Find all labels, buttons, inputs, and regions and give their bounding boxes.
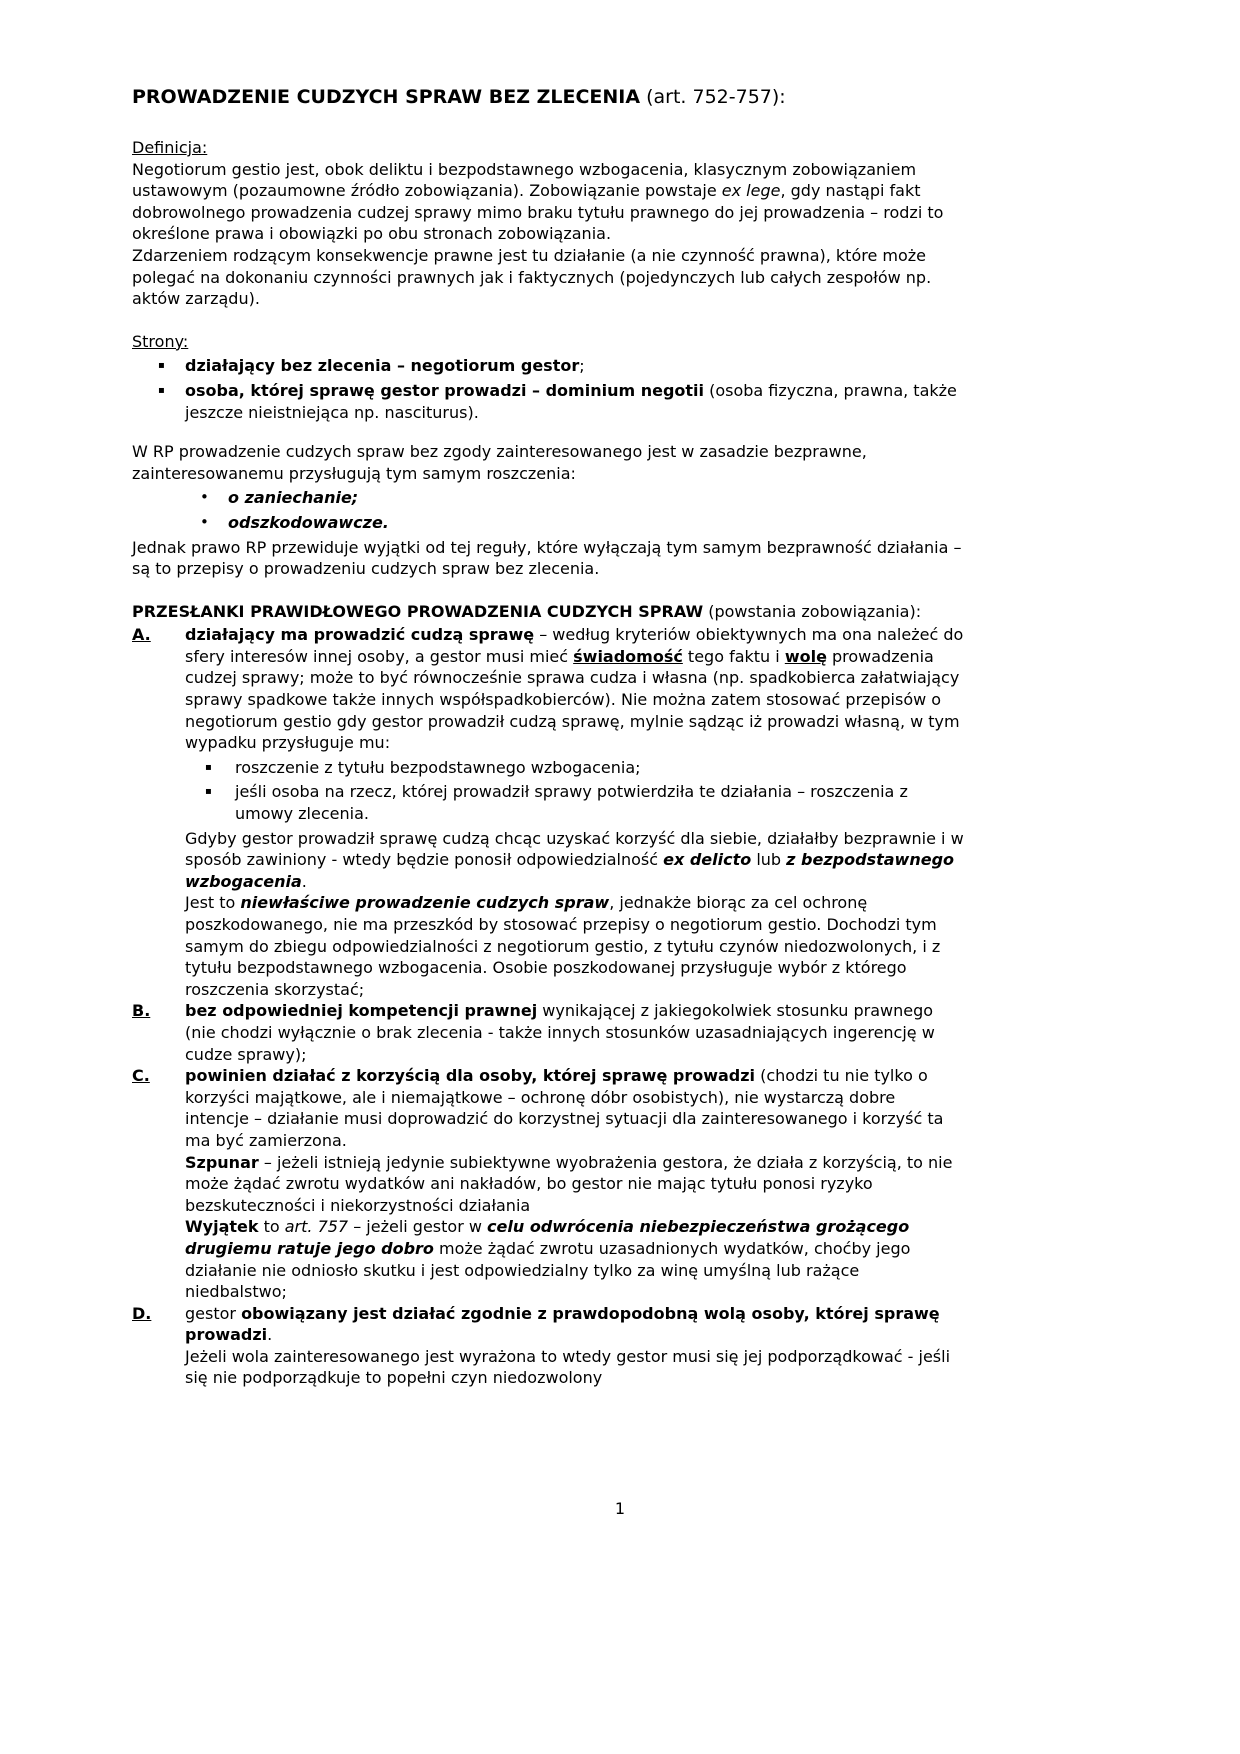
text-run: może żądać zwrotu uzasadnionych wydatków, choćby jego działanie nie odniosło skutku i jest odpowiedzialny tylko za winę umyślną lub rażące niedbalstwo; xyxy=(185,1238,911,1302)
text-run: działający ma prowadzić cudzą sprawę xyxy=(185,625,535,645)
text-run: celu odwrócenia niebezpieczeństwa grożącego drugiemu ratuje jego dobro xyxy=(185,1217,910,1258)
round-bullet-icon: • xyxy=(200,488,209,507)
point-c xyxy=(132,1065,964,1303)
text-run: PRZESŁANKI PRAWIDŁOWEGO PROWADZENIA CUDZYCH SPRAW xyxy=(132,601,704,621)
point-b-paragraph-1 xyxy=(185,1000,964,1065)
text-run: gestor xyxy=(185,1303,242,1323)
text-run: Negotiorum gestio jest, obok deliktu i bezpodstawnego wzbogacenia, klasycznym zobowiązaniem ustawowym (pozaumowne źródło zobowiązania). Zobowiązanie powstaje xyxy=(132,159,917,201)
page-number: 1 xyxy=(614,1499,626,1518)
paragraph-roszczenia-outro xyxy=(132,537,964,580)
text-run: z bezpodstawnego wzbogacenia xyxy=(185,850,955,891)
page-title xyxy=(132,84,964,110)
list-item xyxy=(132,512,964,534)
text-run: ex delicto xyxy=(663,850,752,870)
list-item-text xyxy=(235,781,964,824)
text-run: Strony: xyxy=(132,331,189,351)
point-c-paragraph-3 xyxy=(185,1216,964,1302)
document-content xyxy=(132,84,964,1389)
text-run: obowiązany jest działać zgodnie z prawdopodobną wolą osoby, której sprawę prowadzi xyxy=(185,1303,940,1345)
text-run: Jednak prawo RP przewiduje wyjątki od tej reguły, które wyłączają tym samym bezprawność działania – są to przepisy o prowadzeniu cudzych spraw bez zlecenia. xyxy=(132,537,962,579)
text-run: W RP prowadzenie cudzych spraw bez zgody zainteresowanego jest w zasadzie bezprawne, zainteresowanemu przysługują tym samym roszczenia: xyxy=(132,442,867,483)
text-run: B. xyxy=(132,1001,151,1021)
square-bullet-icon: ▪ xyxy=(205,786,212,798)
point-b-body xyxy=(185,1000,964,1065)
text-run: Definicja: xyxy=(132,138,208,157)
text-run: lub xyxy=(751,850,787,870)
paragraph-definicja-1 xyxy=(132,159,964,245)
list-item-text xyxy=(228,512,964,534)
text-run: wynikającej z jakiegokolwiek stosunku prawnego (nie chodzi wyłącznie o brak zlecenia - także innych stosunków uzasadniających ingerencję w cudze sprawy); xyxy=(185,1001,935,1064)
text-run: PROWADZENIE CUDZYCH SPRAW BEZ ZLECENIA xyxy=(132,86,641,108)
section-heading-definicja xyxy=(132,137,964,159)
text-run: C. xyxy=(132,1066,150,1086)
point-c-body xyxy=(185,1065,964,1303)
list-item xyxy=(185,781,964,824)
point-c-paragraph-1 xyxy=(185,1065,964,1151)
text-run: jeśli osoba na rzecz, której prowadził sprawy potwierdziła te działania – roszczenia z umowy zlecenia. xyxy=(235,782,908,824)
text-run: . xyxy=(301,871,307,891)
text-run: , gdy nastąpi fakt dobrowolnego prowadzenia cudzej sprawy mimo braku tytułu prawnego do jej prowadzenia – rodzi to określone prawa i obowiązki po obu stronach zobowiązania. xyxy=(132,181,944,244)
list-item xyxy=(132,487,964,509)
list-item xyxy=(185,757,964,779)
point-b-label xyxy=(132,1000,185,1022)
point-a-sublist xyxy=(185,757,964,825)
point-a-label xyxy=(132,624,185,646)
text-run: (powstania zobowiązania): xyxy=(703,601,922,621)
list-item-text xyxy=(185,380,964,423)
text-run: (art. 752-757): xyxy=(640,86,786,108)
point-c-label xyxy=(132,1065,185,1087)
text-run: (chodzi tu nie tylko o korzyści majątkowe, ale i niemajątkowe – ochronę dóbr osobistych), nie wystarczą dobre intencje – działanie musi doprowadzić do korzystnej sytuacji dla zainteresowanego i korzyść ta ma być zamierzona. xyxy=(185,1066,944,1150)
point-a-body xyxy=(185,624,964,1000)
text-run: odszkodowawcze. xyxy=(228,512,389,532)
strony-list xyxy=(132,355,964,423)
list-item-text xyxy=(235,757,964,779)
text-run: wolę xyxy=(784,646,827,666)
roszczenia-list xyxy=(132,487,964,533)
text-run: (osoba fizyczna, prawna, także jeszcze nieistniejąca np. nasciturus). xyxy=(185,380,957,422)
text-run: Jest to xyxy=(185,893,241,913)
point-a xyxy=(132,624,964,1000)
point-d-paragraph-2 xyxy=(185,1346,964,1389)
paragraph-roszczenia-intro xyxy=(132,441,964,484)
przeslanki-list xyxy=(132,624,964,1389)
text-run: D. xyxy=(132,1303,152,1323)
text-run: niewłaściwe prowadzenie cudzych spraw xyxy=(240,893,610,913)
text-run: świadomość xyxy=(573,646,683,666)
point-a-paragraph-3 xyxy=(185,892,964,1000)
square-bullet-icon: ▪ xyxy=(205,761,212,773)
text-run: Wyjątek xyxy=(185,1217,259,1237)
text-run: to xyxy=(258,1217,285,1237)
text-run: ex lege xyxy=(721,181,781,201)
text-run: . xyxy=(267,1325,273,1345)
point-d xyxy=(132,1303,964,1389)
point-c-paragraph-2 xyxy=(185,1152,964,1217)
point-b xyxy=(132,1000,964,1065)
text-run: Jeżeli wola zainteresowanego jest wyrażona to wtedy gestor musi się jej podporządkować - jeśli się nie podporządkuje to popełni czyn niedozwolony xyxy=(185,1346,951,1388)
text-run: A. xyxy=(132,625,151,645)
text-run: art. 757 xyxy=(284,1217,349,1237)
text-run: prowadzenia cudzej sprawy; może to być równocześnie sprawa cudza i własna (np. spadkobierca załatwiający sprawy spadkowe także innych współspadkobierców). Nie można zatem stosować przepisów o negotiorum gestio gdy gestor prowadził cudzą sprawę, mylnie sądząc iż prowadzi własną, w tym wypadku przysługuje mu: xyxy=(185,646,960,753)
square-bullet-icon: ▪ xyxy=(158,360,165,372)
text-run: osoba, której sprawę gestor prowadzi – dominium negotii xyxy=(185,380,704,400)
text-run: ; xyxy=(579,356,585,376)
point-a-paragraph-1 xyxy=(185,624,964,754)
section-heading-przeslanki xyxy=(132,601,964,623)
point-d-body xyxy=(185,1303,964,1389)
round-bullet-icon: • xyxy=(200,512,209,531)
text-run: – jeżeli gestor w xyxy=(348,1217,488,1237)
text-run: Szpunar xyxy=(185,1152,259,1172)
paragraph-definicja-2 xyxy=(132,245,964,310)
text-run: , jednakże biorąc za cel ochronę poszkodowanego, nie ma przeszkód by stosować przepisy o negotiorum gestio. Dochodzi tym samym do zbiegu odpowiedzialności z negotiorum gestio, z tytułu czynów niedozwolonych, i z tytułu bezpodstawnego wzbogacenia. Osobie poszkodowanej przysługuje wybór z którego roszczenia skorzystać; xyxy=(185,893,941,999)
point-d-paragraph-1 xyxy=(185,1303,964,1346)
section-heading-strony xyxy=(132,331,964,353)
text-run: Gdyby gestor prowadził sprawę cudzą chcąc uzyskać korzyść dla siebie, działałby bezprawnie i w sposób zawiniony - wtedy będzie ponosił odpowiedzialność xyxy=(185,828,964,870)
text-run: działający bez zlecenia – negotiorum gestor xyxy=(185,356,580,376)
text-run: o zaniechanie; xyxy=(228,488,359,508)
text-run: powinien działać z korzyścią dla osoby, której sprawę prowadzi xyxy=(185,1066,756,1086)
list-item-text xyxy=(185,355,964,377)
list-item-text xyxy=(228,487,964,509)
list-item xyxy=(132,380,964,423)
square-bullet-icon: ▪ xyxy=(158,384,165,396)
point-d-label xyxy=(132,1303,185,1325)
text-run: roszczenie z tytułu bezpodstawnego wzbogacenia; xyxy=(235,757,641,777)
point-a-paragraph-2 xyxy=(185,828,964,893)
text-run: tego faktu i xyxy=(682,646,785,666)
text-run: – jeżeli istnieją jedynie subiektywne wyobrażenia gestora, że działa z korzyścią, to nie może żądać zwrotu wydatków ani nakładów, bo gestor nie mając tytułu ponosi ryzyko bezskuteczności i niekorzystności działania xyxy=(185,1152,953,1215)
list-item xyxy=(132,355,964,377)
text-run: Zdarzeniem rodzącym konsekwencje prawne jest tu działanie (a nie czynność prawna), które może polegać na dokonaniu czynności prawnych jak i faktycznych (pojedynczych lub całych zespołów np. aktów zarządu). xyxy=(132,245,932,309)
text-run: – według kryteriów obiektywnych ma ona należeć do sfery interesów innej osoby, a gestor musi mieć xyxy=(185,625,964,666)
text-run: bez odpowiedniej kompetencji prawnej xyxy=(185,1001,538,1021)
